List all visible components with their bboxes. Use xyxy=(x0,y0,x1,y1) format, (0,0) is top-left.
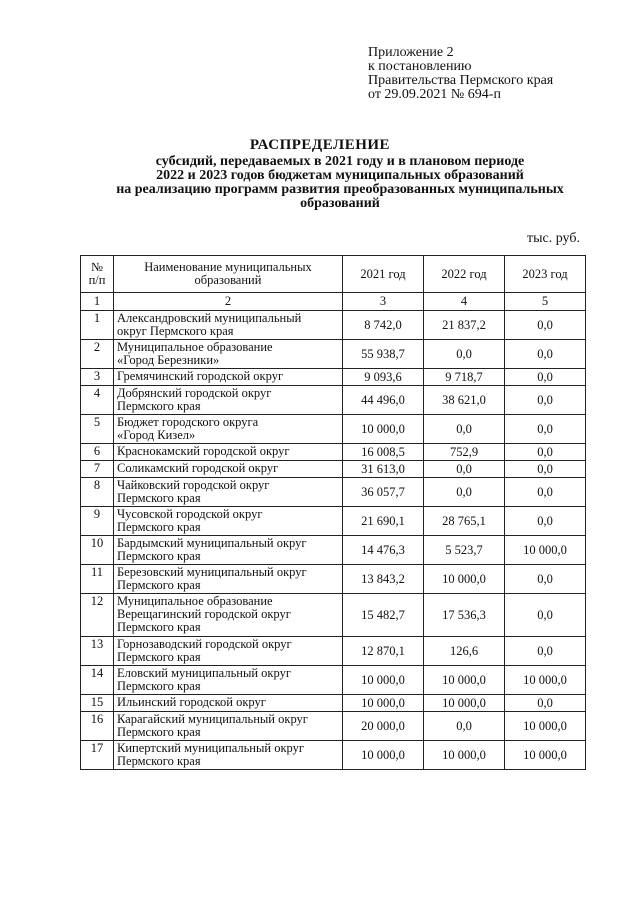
table-row xyxy=(81,536,586,565)
row-value-2023: 0,0 xyxy=(505,695,586,712)
municipality-name-text: Бардымский муниципальный округ Пермского края xyxy=(117,536,307,563)
row-municipality-name xyxy=(114,695,343,712)
header-2023: 2023 год xyxy=(505,256,586,293)
table-row xyxy=(81,369,586,386)
row-number: 9 xyxy=(81,507,114,536)
row-number: 2 xyxy=(81,340,114,369)
row-value-2023: 0,0 xyxy=(505,415,586,444)
row-municipality-name xyxy=(114,340,343,369)
header-2022: 2022 год xyxy=(424,256,505,293)
table-row xyxy=(81,311,586,340)
appendix-line: к постановлению xyxy=(368,59,472,74)
row-value-2022: 9 718,7 xyxy=(424,369,505,386)
municipality-name-text: Муниципальное образование «Город Березники» xyxy=(117,340,273,367)
row-value-2022: 21 837,2 xyxy=(424,311,505,340)
row-value-2022: 0,0 xyxy=(424,340,505,369)
table-row xyxy=(81,415,586,444)
row-municipality-name xyxy=(114,461,343,478)
row-number: 7 xyxy=(81,461,114,478)
row-municipality-name xyxy=(114,415,343,444)
row-value-2023: 0,0 xyxy=(505,637,586,666)
municipality-name-text: Ильинский городской округ xyxy=(117,695,266,709)
column-index: 2 xyxy=(114,293,343,311)
row-value-2021: 12 870,1 xyxy=(343,637,424,666)
row-value-2023: 10 000,0 xyxy=(505,741,586,770)
row-value-2022: 10 000,0 xyxy=(424,565,505,594)
row-value-2023: 0,0 xyxy=(505,565,586,594)
municipality-name-text: Горнозаводский городской округ Пермского края xyxy=(117,637,292,664)
table-row xyxy=(81,741,586,770)
municipality-name-text: Краснокамский городской округ xyxy=(117,444,290,458)
row-value-2023: 0,0 xyxy=(505,311,586,340)
row-municipality-name xyxy=(114,712,343,741)
header-name: Наименование муниципальных образований xyxy=(114,256,343,293)
row-value-2021: 10 000,0 xyxy=(343,415,424,444)
row-number: 6 xyxy=(81,444,114,461)
row-number: 16 xyxy=(81,712,114,741)
row-value-2021: 9 093,6 xyxy=(343,369,424,386)
row-value-2023: 0,0 xyxy=(505,594,586,637)
row-value-2022: 10 000,0 xyxy=(424,695,505,712)
row-municipality-name xyxy=(114,565,343,594)
table-row xyxy=(81,637,586,666)
municipality-name-text: Соликамский городской округ xyxy=(117,461,279,475)
row-value-2023: 0,0 xyxy=(505,369,586,386)
table-row xyxy=(81,695,586,712)
row-value-2021: 44 496,0 xyxy=(343,386,424,415)
row-municipality-name xyxy=(114,536,343,565)
column-index: 5 xyxy=(505,293,586,311)
row-value-2023: 0,0 xyxy=(505,507,586,536)
row-number: 3 xyxy=(81,369,114,386)
row-value-2021: 21 690,1 xyxy=(343,507,424,536)
table-row xyxy=(81,478,586,507)
row-value-2022: 17 536,3 xyxy=(424,594,505,637)
row-value-2023: 10 000,0 xyxy=(505,666,586,695)
table-row xyxy=(81,461,586,478)
document-title: РАСПРЕДЕЛЕНИЕ xyxy=(249,137,391,153)
row-value-2022: 38 621,0 xyxy=(424,386,505,415)
row-number: 17 xyxy=(81,741,114,770)
appendix-line: Правительства Пермского края xyxy=(368,73,554,88)
row-value-2022: 10 000,0 xyxy=(424,741,505,770)
row-municipality-name xyxy=(114,311,343,340)
row-value-2022: 10 000,0 xyxy=(424,666,505,695)
row-value-2023: 10 000,0 xyxy=(505,712,586,741)
subtitle-line: образований xyxy=(300,196,380,211)
row-value-2022: 126,6 xyxy=(424,637,505,666)
row-municipality-name xyxy=(114,369,343,386)
row-value-2021: 16 008,5 xyxy=(343,444,424,461)
row-value-2021: 31 613,0 xyxy=(343,461,424,478)
municipality-name-text: Добрянский городской округ Пермского края xyxy=(117,386,272,413)
municipality-name-text: Бюджет городского округа «Город Кизел» xyxy=(117,415,259,442)
row-municipality-name xyxy=(114,444,343,461)
row-value-2021: 36 057,7 xyxy=(343,478,424,507)
table-row xyxy=(81,666,586,695)
row-value-2021: 55 938,7 xyxy=(343,340,424,369)
column-index: 1 xyxy=(81,293,114,311)
row-municipality-name xyxy=(114,386,343,415)
municipality-name-text: Березовский муниципальный округ Пермского края xyxy=(117,565,307,592)
row-value-2021: 10 000,0 xyxy=(343,695,424,712)
row-value-2021: 10 000,0 xyxy=(343,741,424,770)
row-value-2023: 0,0 xyxy=(505,444,586,461)
table-row xyxy=(81,594,586,637)
row-number: 14 xyxy=(81,666,114,695)
row-value-2022: 0,0 xyxy=(424,478,505,507)
column-index: 3 xyxy=(343,293,424,311)
column-index-row xyxy=(81,293,586,311)
header-number: № п/п xyxy=(81,256,114,293)
table-row xyxy=(81,444,586,461)
column-index: 4 xyxy=(424,293,505,311)
row-municipality-name xyxy=(114,666,343,695)
row-municipality-name xyxy=(114,478,343,507)
units-label: тыс. руб. xyxy=(527,231,580,246)
municipality-name-text: Чусовской городской округ Пермского края xyxy=(117,507,263,534)
row-number: 11 xyxy=(81,565,114,594)
row-number: 13 xyxy=(81,637,114,666)
subtitle-line: 2022 и 2023 годов бюджетам муниципальных образований xyxy=(156,168,524,183)
table-row xyxy=(81,386,586,415)
row-municipality-name xyxy=(114,741,343,770)
row-value-2023: 0,0 xyxy=(505,386,586,415)
municipality-name-text: Муниципальное образование Верещагинский городской округ Пермского края xyxy=(117,594,291,634)
row-value-2023: 0,0 xyxy=(505,461,586,478)
subtitle-line: на реализацию программ развития преобразованных муниципальных xyxy=(116,182,564,197)
table-row xyxy=(81,507,586,536)
municipality-name-text: Кипертский муниципальный округ Пермского края xyxy=(117,741,304,768)
row-value-2022: 0,0 xyxy=(424,461,505,478)
table-row xyxy=(81,565,586,594)
row-number: 4 xyxy=(81,386,114,415)
row-municipality-name xyxy=(114,637,343,666)
row-municipality-name xyxy=(114,594,343,637)
appendix-block xyxy=(368,46,553,102)
municipality-name-text: Чайковский городской округ Пермского края xyxy=(117,478,270,505)
subtitle-line: субсидий, передаваемых в 2021 году и в плановом периоде xyxy=(155,154,525,169)
row-value-2022: 752,9 xyxy=(424,444,505,461)
appendix-line: Приложение 2 xyxy=(368,45,454,60)
row-value-2021: 20 000,0 xyxy=(343,712,424,741)
row-number: 12 xyxy=(81,594,114,637)
header-2021: 2021 год xyxy=(343,256,424,293)
row-value-2021: 14 476,3 xyxy=(343,536,424,565)
row-number: 1 xyxy=(81,311,114,340)
row-value-2023: 0,0 xyxy=(505,340,586,369)
row-value-2021: 15 482,7 xyxy=(343,594,424,637)
row-value-2022: 0,0 xyxy=(424,712,505,741)
row-value-2021: 13 843,2 xyxy=(343,565,424,594)
row-value-2023: 0,0 xyxy=(505,478,586,507)
row-number: 10 xyxy=(81,536,114,565)
table-row xyxy=(81,340,586,369)
municipality-name-text: Карагайский муниципальный округ Пермского края xyxy=(117,712,308,739)
row-value-2023: 10 000,0 xyxy=(505,536,586,565)
row-value-2022: 28 765,1 xyxy=(424,507,505,536)
table-row xyxy=(81,712,586,741)
document-subtitle xyxy=(80,155,600,211)
row-municipality-name xyxy=(114,507,343,536)
municipality-name-text: Александровский муниципальный округ Пермского края xyxy=(117,311,302,338)
row-number: 5 xyxy=(81,415,114,444)
municipality-name-text: Гремячинский городской округ xyxy=(117,369,284,383)
distribution-table xyxy=(80,255,586,770)
row-value-2021: 8 742,0 xyxy=(343,311,424,340)
row-value-2021: 10 000,0 xyxy=(343,666,424,695)
row-value-2022: 0,0 xyxy=(424,415,505,444)
table-header-row xyxy=(81,256,586,293)
row-value-2022: 5 523,7 xyxy=(424,536,505,565)
row-number: 15 xyxy=(81,695,114,712)
municipality-name-text: Еловский муниципальный округ Пермского края xyxy=(117,666,291,693)
appendix-line: от 29.09.2021 № 694-п xyxy=(368,87,501,102)
row-number: 8 xyxy=(81,478,114,507)
